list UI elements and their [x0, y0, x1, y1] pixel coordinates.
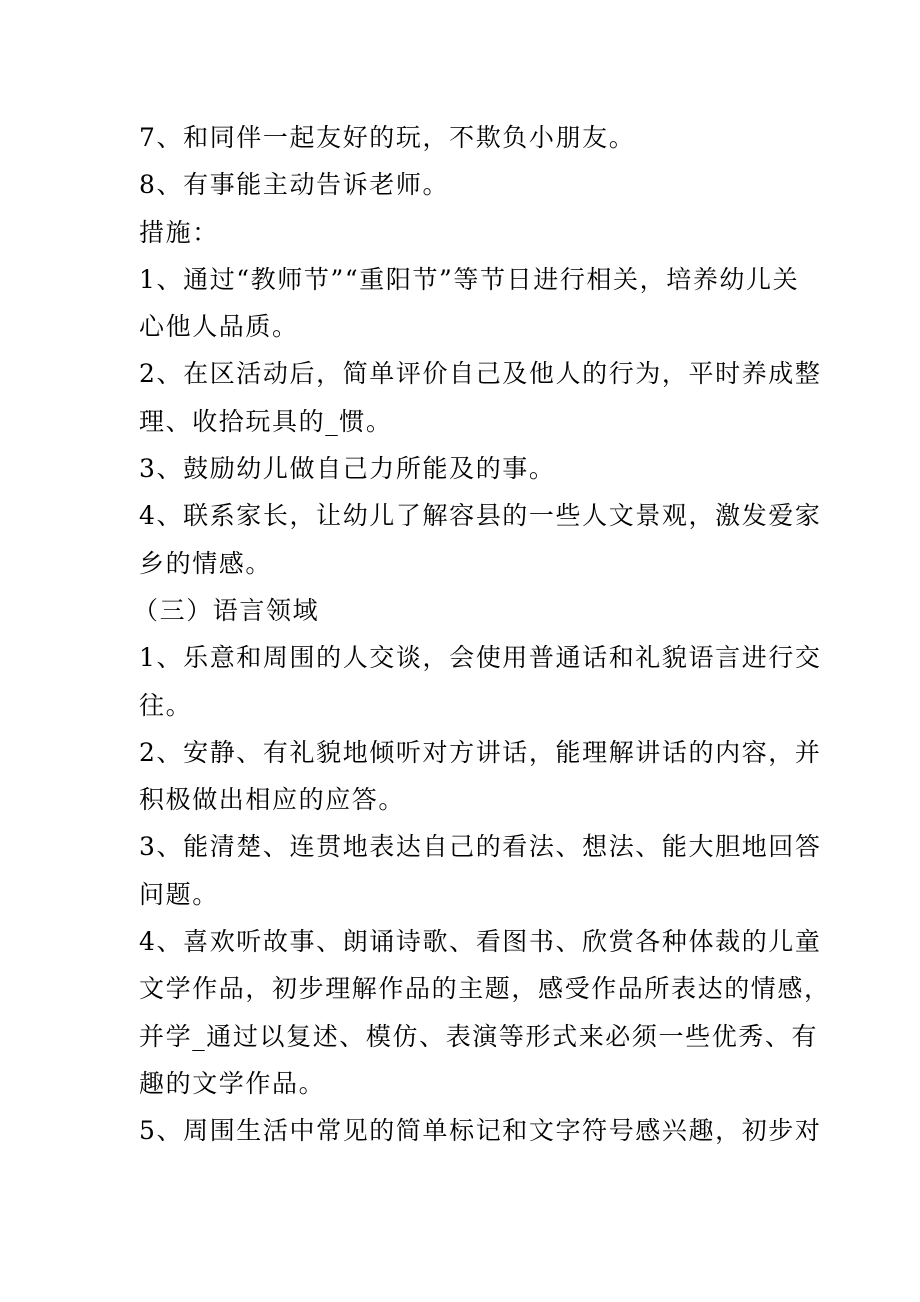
text-line: 积极做出相应的应答。 — [139, 785, 406, 815]
text-line: 并学_通过以复述、模仿、表演等形式来必须一些优秀、有 — [139, 1021, 819, 1051]
text-line: 2、在区活动后，简单评价自己及他人的行为，平时养成整 — [139, 359, 822, 389]
text-line: 往。 — [139, 690, 193, 720]
text-line: 1、乐意和周围的人交谈，会使用普通话和礼貌语言进行交 — [139, 643, 822, 673]
text-line: 问题。 — [139, 879, 219, 909]
document-body — [133, 114, 831, 1155]
text-line: 乡的情感。 — [139, 548, 273, 578]
text-line: 趣的文学作品。 — [139, 1068, 326, 1098]
text-line: 7、和同伴一起友好的玩，不欺负小朋友。 — [139, 123, 636, 152]
text-line: 文学作品，初步理解作品的主题，感受作品所表达的情感， — [139, 974, 831, 1004]
text-line: 心他人品质。 — [139, 312, 299, 342]
text-line: 8、有事能主动告诉老师。 — [139, 170, 450, 200]
text-line: 3、能清楚、连贯地表达自己的看法、想法、能大胆地回答 — [139, 832, 822, 862]
section-heading: 措施： — [139, 217, 219, 247]
section-heading: （三）语言领域 — [133, 595, 320, 625]
text-line: 4、喜欢听故事、朗诵诗歌、看图书、欣赏各种体裁的儿童 — [139, 927, 822, 957]
text-line: 5、周围生活中常见的简单标记和文字符号感兴趣，初步对 — [139, 1116, 822, 1146]
text-line: 理、收拾玩具的_惯。 — [139, 406, 393, 436]
text-line: 2、安静、有礼貌地倾听对方讲话，能理解讲话的内容，并 — [139, 737, 822, 767]
text-line: 3、鼓励幼儿做自己力所能及的事。 — [139, 454, 556, 484]
text-line: 4、联系家长，让幼儿了解容县的一些人文景观，激发爱家 — [139, 501, 822, 531]
text-line: 1、通过“教师节”“重阳节”等节日进行相关，培养幼儿关 — [139, 264, 800, 294]
